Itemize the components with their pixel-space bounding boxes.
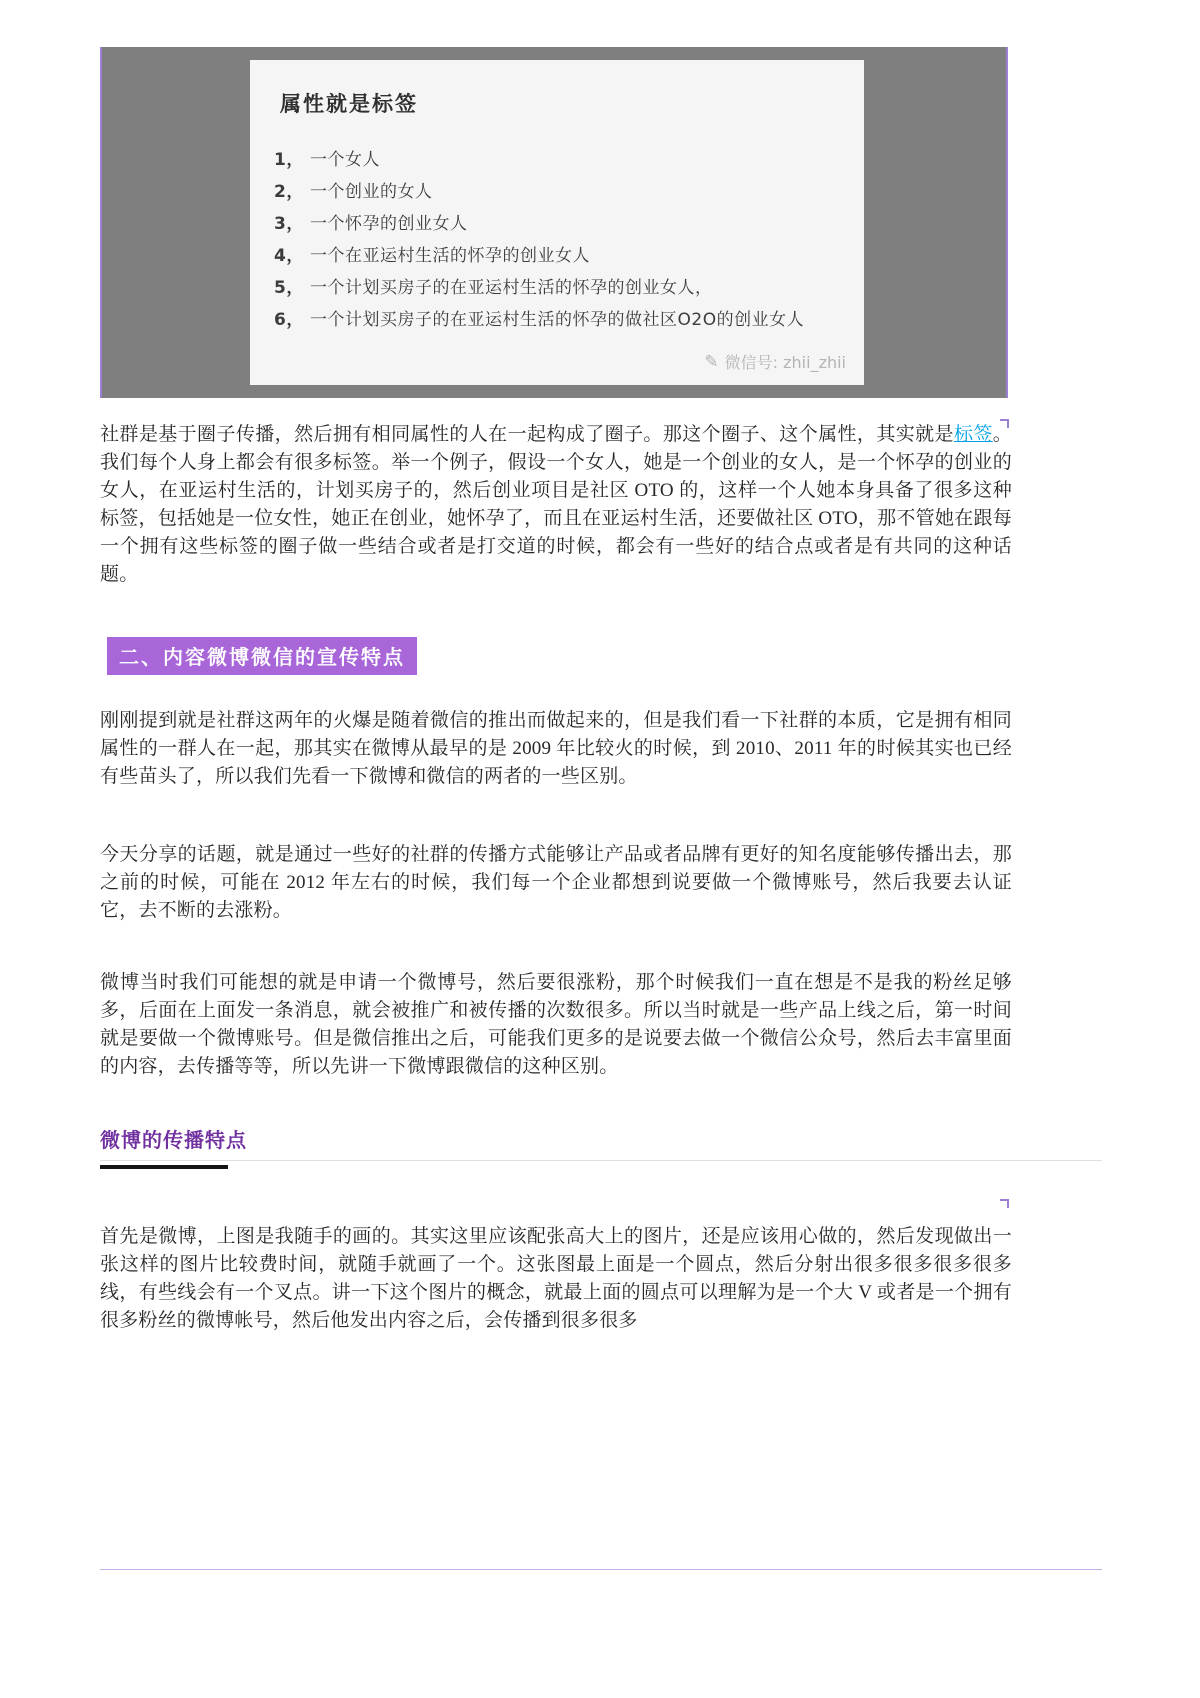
scribble-logo-icon: ✎ xyxy=(704,351,719,372)
figure-item-number: 2， xyxy=(274,182,304,202)
paragraph-text: 社群是基于圈子传播，然后拥有相同属性的人在一起构成了圈子。那这个圈子、这个属性，其实就是 xyxy=(100,424,954,445)
paragraph-text: 。我们每个人身上都会有很多标签。举一个例子，假设一个女人，她是一个创业的女人，是一个怀孕的创业的女人，在亚运村生活的，计划买房子的，然后创业项目是社区 OTO 的，这样一个人她本身具备了很多这种标签，包括她是一位女性，她正在创业，她怀孕了，而且在亚运村生活，还要做社区 OTO，那不管她在跟每一个拥有这些标签的圈子做一些结合或者是打交道的时候，都会有一些好的结合点或者是有共同的这种话题。 xyxy=(100,424,1012,585)
section-header: 二、内容微博微信的宣传特点 xyxy=(107,637,417,675)
figure-title: 属性就是标签 xyxy=(280,92,418,116)
tag-link[interactable]: 标签 xyxy=(953,424,993,445)
watermark-text: 微信号: zhii_zhii xyxy=(724,353,846,372)
figure-list-item xyxy=(274,272,864,304)
figure-item-text: 一个怀孕的创业女人 xyxy=(310,214,468,234)
paragraph-topic: 今天分享的话题，就是通过一些好的社群的传播方式能够让产品或者品牌有更好的知名度能够传播出去，那之前的时候，可能在 2012 年左右的时候，我们每一个企业都想到说要做一个微博账号，然后我要去认证它，去不断的去涨粉。 xyxy=(100,844,1012,921)
figure-item-number: 4， xyxy=(274,246,304,266)
figure-item-text: 一个在亚运村生活的怀孕的创业女人 xyxy=(310,246,590,266)
figure-item-text: 一个创业的女人 xyxy=(310,182,433,202)
figure-list-item xyxy=(274,240,864,272)
figure-list xyxy=(274,144,864,336)
subheading-divider xyxy=(100,1160,1102,1161)
figure-item-number: 5， xyxy=(274,278,304,298)
figure-image[interactable] xyxy=(100,47,1008,398)
paragraph-intro xyxy=(100,421,1012,589)
figure-item-text: 一个女人 xyxy=(310,150,380,170)
paragraph-weibo-rise: 刚刚提到就是社群这两年的火爆是随着微信的推出而做起来的，但是我们看一下社群的本质，它是拥有相同属性的一群人在一起，那其实在微博从最早的是 2009 年比较火的时候，到 2010、2011 年的时候其实也已经有些苗头了，所以我们先看一下微博和微信的两者的一些区别。 xyxy=(100,710,1012,787)
figure-item-number: 1， xyxy=(274,150,304,170)
subheading-weibo-features: 微博的传播特点 xyxy=(100,1128,247,1152)
paragraph-weibo-vs-weixin: 微博当时我们可能想的就是申请一个微博号，然后要很涨粉，那个时候我们一直在想是不是我的粉丝足够多，后面在上面发一条消息，就会被推广和被传播的次数很多。所以当时就是一些产品上线之后，第一时间就是要做一个微博账号。但是微信推出之后，可能我们更多的是说要去做一个微信公众号，然后去丰富里面的内容，去传播等等，所以先讲一下微博跟微信的这种区别。 xyxy=(100,972,1012,1077)
figure-item-number: 6， xyxy=(274,310,304,330)
figure-watermark xyxy=(704,350,846,373)
figure-list-item xyxy=(274,176,864,208)
subheading-underline xyxy=(100,1165,228,1169)
figure-item-text: 一个计划买房子的在亚运村生活的怀孕的做社区O2O的创业女人 xyxy=(310,310,805,330)
figure-item-number: 3， xyxy=(274,214,304,234)
figure-canvas xyxy=(250,60,864,385)
figure-list-item xyxy=(274,208,864,240)
figure-item-text: 一个计划买房子的在亚运村生活的怀孕的创业女人， xyxy=(310,278,713,298)
figure-list-item xyxy=(274,304,864,336)
frame-corner-mark xyxy=(1000,1199,1009,1208)
page-divider xyxy=(100,1569,1102,1570)
paragraph-weibo-diagram: 首先是微博，上图是我随手的画的。其实这里应该配张高大上的图片，还是应该用心做的，然后发现做出一张这样的图片比较费时间，就随手就画了一个。这张图最上面是一个圆点，然后分射出很多很多很多很多线，有些线会有一个叉点。讲一下这个图片的概念，就最上面的圆点可以理解为是一个大 V 或者是一个拥有很多粉丝的微博帐号，然后他发出内容之后，会传播到很多很多 xyxy=(100,1226,1012,1331)
figure-list-item xyxy=(274,144,864,176)
